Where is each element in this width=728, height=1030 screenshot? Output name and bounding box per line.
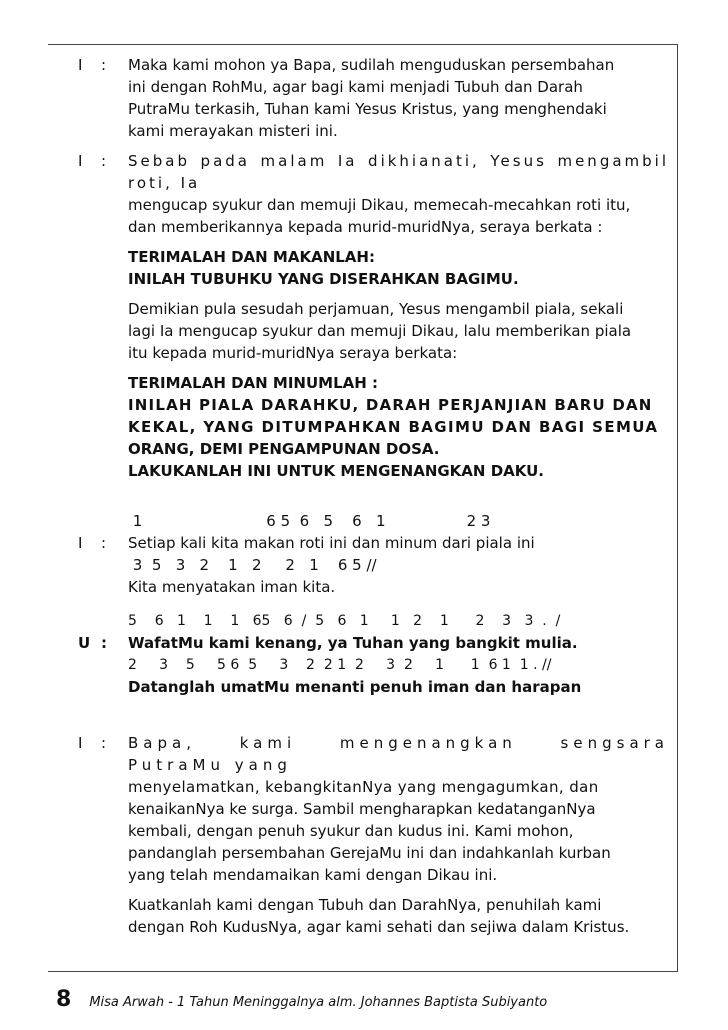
text-line: kenaikanNya ke surga. Sambil mengharapkan kedatanganNya [128,800,596,818]
text-line: dan memberikannya kepada murid-muridNya, seraya berkata : [128,218,603,236]
speaker-colon: : [101,634,107,652]
text-line: ini dengan RohMu, agar bagi kami menjadi Tubuh dan Darah [128,78,583,96]
acclamation-chant-2 [78,610,673,698]
music-notation: 5 6 1 1 1 65 6 / 5 6 1 1 2 1 2 3 3 . / [128,613,561,629]
text-line: PutraMu terkasih, Tuhan kami Yesus Kristus, yang menghendaki [128,100,607,118]
speaker-colon: : [101,534,107,552]
institution-words-bread [128,246,673,290]
speaker-colon: : [101,152,107,170]
text-line: Setiap kali kita makan roti ini dan minum dari piala ini [128,534,535,552]
text-line: TERIMALAH DAN MAKANLAH: [128,248,375,266]
speaker-label: I [78,56,83,74]
text-line: menyelamatkan, kebangkitanNya yang mengagumkan, dan [128,778,599,796]
speaker-colon: : [101,734,107,752]
text-line: pandanglah persembahan GerejaMu ini dan indahkanlah kurban [128,844,611,862]
speaker-label: I [78,734,83,752]
text-line: KEKAL, YANG DITUMPAHKAN BAGIMU DAN BAGI SEMUA [128,418,659,436]
text-line: Datanglah umatMu menanti penuh iman dan harapan [128,678,582,696]
paragraph-cup [128,298,673,364]
text-line: INILAH PIALA DARAHKU, DARAH PERJANJIAN BARU DAN [128,396,653,414]
music-notation: 2 3 5 5 6 5 3 2 2 1 2 3 2 1 1 6 1 1 . // [128,657,552,673]
text-line: Sebab pada malam Ia dikhianati, Yesus mengambil roti, Ia [128,152,669,192]
speaker-label: U [78,634,91,652]
text-line: Demikian pula sesudah perjamuan, Yesus mengambil piala, sekali [128,300,624,318]
page-number: 8 [56,987,72,1012]
text-line: INILAH TUBUHKU YANG DISERAHKAN BAGIMU. [128,270,519,288]
text-line: Kita menyatakan iman kita. [128,578,336,596]
institution-words-cup [128,372,673,482]
text-line: mengucap syukur dan memuji Dikau, memecah-mecahkan roti itu, [128,196,631,214]
speaker-label: I [78,534,83,552]
text-line: yang telah mendamaikan kami dengan Dikau ini. [128,866,498,884]
text-line: WafatMu kami kenang, ya Tuhan yang bangkit mulia. [128,634,578,652]
text-line: Kuatkanlah kami dengan Tubuh dan DarahNya, penuhilah kami [128,896,602,914]
speaker-label: I [78,152,83,170]
text-line: TERIMALAH DAN MINUMLAH : [128,374,379,392]
paragraph-epiclesis [128,894,673,938]
music-notation: 3 5 3 2 1 2 2 1 6 5 // [128,556,377,574]
music-notation: 1 6 5 6 5 6 1 2 3 [128,512,491,530]
text-line: Maka kami mohon ya Bapa, sudilah menguduskan persembahan [128,56,615,74]
text-line: kembali, dengan penuh syukur dan kudus ini. Kami mohon, [128,822,574,840]
text-line: kami merayakan misteri ini. [128,122,338,140]
paragraph-anamnesis [78,732,673,886]
text-line: ORANG, DEMI PENGAMPUNAN DOSA. [128,440,440,458]
paragraph-prayer-1 [78,54,673,142]
text-line: LAKUKANLAH INI UNTUK MENGENANGKAN DAKU. [128,462,544,480]
document-body [78,54,673,946]
text-line: lagi Ia mengucap syukur dan memuji Dikau, lalu memberikan piala [128,322,632,340]
text-line: itu kepada murid-muridNya seraya berkata: [128,344,458,362]
text-line: Bapa, kami mengenangkan sengsara PutraMu yang [128,734,669,774]
paragraph-prayer-2 [78,150,673,238]
speaker-colon: : [101,56,107,74]
footer-title: Misa Arwah - 1 Tahun Meninggalnya alm. Johannes Baptista Subiyanto [89,995,548,1010]
acclamation-chant-1 [78,510,673,598]
text-line: dengan Roh KudusNya, agar kami sehati dan sejiwa dalam Kristus. [128,918,630,936]
page-footer [56,987,547,1012]
